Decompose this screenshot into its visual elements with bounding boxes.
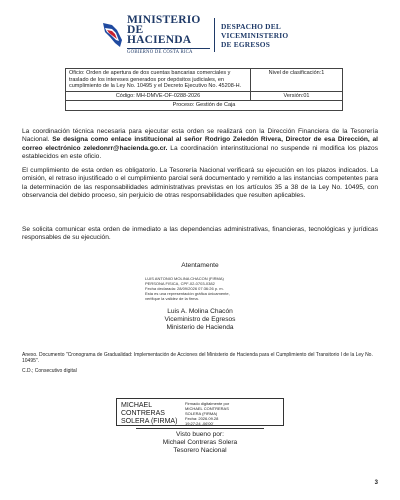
digital-sig-line1: LUIS ANTONIO MOLINA CHACON (FIRMA) bbox=[145, 276, 224, 281]
classification-cell: Nivel de clasificación:1 bbox=[251, 69, 343, 92]
sig-info-line1: Firmado digitalmente por bbox=[185, 401, 230, 406]
page-number: 3 bbox=[374, 480, 378, 486]
paragraph-compliance: El cumplimiento de esta orden es obligatorio. La Tesorería Nacional verificará su ejecución en los plazos indicados. La omisión, el retraso injustificado o el cumplimiento parcial será documentado y remitido a las instancias competentes para la determinación de las responsabilidades administrativas previstas en los artículos 35 a 38 de la Ley No. 10495, con observancia del debido proceso, sin perjuicio de otras responsabilidades que resulten aplicables. bbox=[22, 167, 378, 199]
process-cell: Proceso: Gestión de Caja bbox=[66, 101, 343, 111]
letterhead bbox=[100, 16, 340, 54]
sig-name-line1: MICHAEL bbox=[121, 402, 153, 409]
p1-text-c: La coordinación interinstitucional no suspende ni modifica los plazos establecidos en este oficio. bbox=[22, 144, 378, 160]
ministry-wordmark bbox=[127, 14, 215, 55]
treasurer-signature-box bbox=[116, 398, 284, 426]
signature-divider bbox=[136, 428, 264, 429]
annex-note: Anexo. Documento "Cronograma de Gradualidad: Implementación de Acciones del Ministerio de Hacienda para el Cumplimiento del Transitorio I de la Ley No. 10495". bbox=[22, 352, 373, 365]
digital-sig-line3: Fecha declarada: 28/09/2026 07:36:26 p. m. bbox=[145, 286, 224, 291]
office-line3: DE EGRESOS bbox=[221, 39, 271, 49]
approval-block bbox=[0, 431, 400, 455]
signer-role: Viceministro de Egresos bbox=[164, 316, 236, 323]
p1-text-bold: Se designa como enlace institucional al señor Rodrigo Zeledón Rivera, Director de esa Dirección, al correo electrónico zeledonrr@hacienda.go.cr. bbox=[22, 136, 378, 152]
office-name bbox=[221, 22, 288, 49]
sig-name-line3: SOLERA (FIRMA) bbox=[121, 418, 178, 425]
paragraph-coordination bbox=[22, 128, 378, 161]
sig-info-line5: 19:27:24 -06'00' bbox=[185, 421, 214, 426]
signer-name: Luis A. Molina Chacón bbox=[167, 308, 233, 315]
document-metadata-table bbox=[65, 68, 343, 111]
digital-sig-line4: Esta es una representación gráfica únicamente, bbox=[145, 291, 230, 296]
cd-note: C.D.; Consecutivo digital bbox=[22, 368, 77, 374]
digital-sig-line5: verifique la validez de la firma. bbox=[145, 296, 199, 301]
code-cell: Código: MH-DMVE-OF-0288-2026 bbox=[66, 91, 251, 101]
office-line2: VICEMINISTERIO bbox=[221, 30, 289, 40]
approver-name: Michael Contreras Solera bbox=[162, 439, 238, 446]
sig-info-line2: MICHAEL CONTRERAS bbox=[185, 406, 229, 411]
oficio-cell: Oficio: Orden de apertura de dos cuentas bancarias comerciales y traslado de los intereses generados por depósitos judiciales, en cumplimiento de la Ley No. 10495 y el Decreto Ejecutivo No. 45208-H. bbox=[66, 69, 251, 92]
costa-rica-map-logo-icon bbox=[100, 20, 124, 50]
closing-salutation: Atentamente bbox=[181, 262, 219, 269]
sig-name-line2: CONTRERAS bbox=[121, 410, 165, 417]
ministry-name-line2: DE HACIENDA bbox=[127, 24, 192, 46]
digital-sig-line2: PERSONA FISICA, CPF-02-0703-0382 bbox=[145, 281, 215, 286]
paragraph-communication: Se solicita comunicar esta orden de inmediato a las dependencias administrativas, financieras, tecnológicas y jurídicas responsables de su ejecución. bbox=[22, 226, 378, 242]
ministry-name-line1: MINISTERIO bbox=[127, 14, 201, 26]
approver-role: Tesorero Nacional bbox=[173, 447, 227, 454]
treasurer-signature-name bbox=[117, 399, 183, 425]
treasurer-signature-info bbox=[183, 399, 231, 425]
sig-info-line4: Fecha: 2026.09.28 bbox=[185, 416, 219, 421]
signer-org: Ministerio de Hacienda bbox=[166, 324, 234, 331]
p1-text-a: La coordinación técnica necesaria para ejecutar esta orden se realizará con la Dirección Financiera de la Tesorería Nacional. bbox=[22, 128, 378, 144]
sig-info-line3: SOLERA (FIRMA) bbox=[185, 411, 218, 416]
office-line1: DESPACHO DEL bbox=[221, 21, 281, 31]
digital-signature-stamp bbox=[145, 276, 230, 301]
signer-block bbox=[0, 308, 400, 332]
version-cell: Versión:01 bbox=[251, 91, 343, 101]
government-line: GOBIERNO DE COSTA RICA bbox=[127, 48, 210, 55]
approval-label: Visto bueno por: bbox=[176, 431, 224, 438]
